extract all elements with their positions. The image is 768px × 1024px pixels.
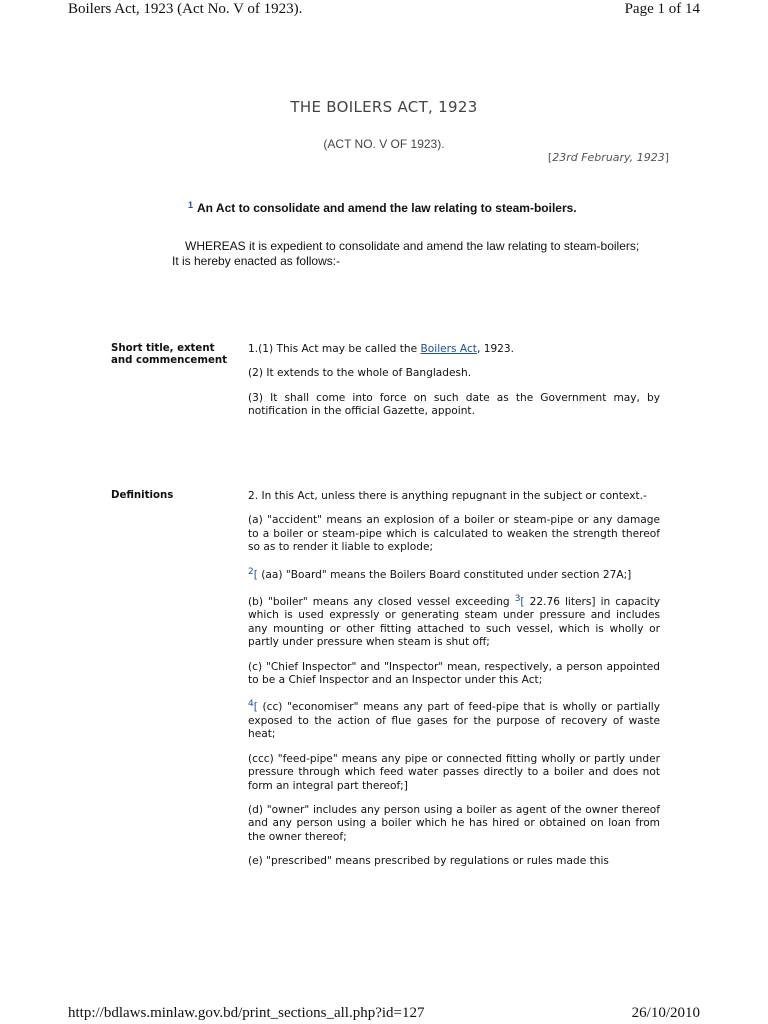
amendment-bracket: [ <box>520 596 525 609</box>
section-2 <box>248 490 660 880</box>
clause-text: 1.(1) This Act may be called the <box>248 343 421 355</box>
header-document-title: Boilers Act, 1923 (Act No. V of 1923). <box>68 1 303 17</box>
act-title: THE BOILERS ACT, 1923 <box>290 98 478 116</box>
page-header <box>0 0 768 24</box>
side-note-short-title: Short title, extent and commencement <box>111 343 227 366</box>
header-page-number: Page 1 of 14 <box>624 1 700 17</box>
act-number: (ACT NO. V OF 1923). <box>323 137 445 151</box>
section-1-clause-3: (3) It shall come into force on such date as the Government may, by notification in the official Gazette, appoint. <box>248 391 660 418</box>
amendment-bracket: [ <box>253 568 258 581</box>
act-date: [23rd February, 1923] <box>547 151 669 164</box>
side-note-definitions: Definitions <box>111 490 174 501</box>
definition-text: (b) "boiler" means any closed vessel exceeding <box>248 596 515 609</box>
definition-feed-pipe: (ccc) "feed-pipe" means any pipe or connected fitting wholly or partly under pressure through which feed water passes directly to a boiler and does not form an integral part thereof;] <box>248 752 660 792</box>
definition-prescribed: (e) "prescribed" means prescribed by regulations or rules made this <box>248 855 609 868</box>
definition-accident: (a) "accident" means an explosion of a boiler or steam-pipe or any damage to a boiler or steam-pipe which is calculated to weaken the strength thereof so as to render it liable to explode; <box>248 514 660 554</box>
preamble-text: An Act to consolidate and amend the law relating to steam-boilers. <box>197 201 577 215</box>
page-footer <box>0 1005 768 1024</box>
definition-text: (cc) "economiser" means any part of feed-pipe that is wholly or partially exposed to the action of flue gases for the purpose of recovery of waste heat; <box>248 701 660 741</box>
footer-date: 26/10/2010 <box>631 1005 700 1021</box>
definitions-intro: 2. In this Act, unless there is anything repugnant in the subject or context.- <box>248 490 647 502</box>
footnote-marker-4[interactable]: 4 <box>248 699 254 710</box>
definition-economiser <box>248 698 660 741</box>
enacted-line: It is hereby enacted as follows:- <box>172 254 341 268</box>
clause-text: , 1923. <box>476 343 515 355</box>
section-1 <box>248 343 660 430</box>
definition-text: (aa) "Board" means the Boilers Board constituted under section 27A;] <box>257 568 632 581</box>
preamble <box>188 200 577 215</box>
section-1-clause-2: (2) It extends to the whole of Bangladesh. <box>248 367 472 380</box>
enacting-clause <box>172 239 672 269</box>
definition-boiler <box>248 593 660 650</box>
act-date-text: 23rd February, 1923 <box>552 151 665 164</box>
section-1-clause-1 <box>248 343 660 356</box>
footnote-marker-3[interactable]: 3 <box>514 594 521 605</box>
boilers-act-link[interactable]: Boilers Act <box>420 343 477 355</box>
footer-url: http://bdlaws.minlaw.gov.bd/print_sections_all.php?id=127 <box>68 1005 425 1021</box>
definition-text: 22.76 liters] in capacity which is used expressly or generating steam under pressure and includes any mounting or other fitting attached to such vessel, which is wholly or partly under pressure when steam is shut off; <box>248 596 660 649</box>
definition-board <box>248 566 660 582</box>
footnote-marker-1[interactable]: 1 <box>188 200 194 210</box>
amendment-bracket: [ <box>253 701 258 714</box>
footnote-marker-2[interactable]: 2 <box>248 566 254 577</box>
definition-owner: (d) "owner" includes any person using a boiler as agent of the owner thereof and any person using a boiler which he has hired or obtained on loan from the owner thereof; <box>248 803 660 843</box>
whereas-line: WHEREAS it is expedient to consolidate and amend the law relating to steam-boilers; <box>185 239 640 253</box>
definition-chief-inspector: (c) "Chief Inspector" and "Inspector" mean, respectively, a person appointed to be a Chief Inspector and an Inspector under this Act; <box>248 660 660 687</box>
